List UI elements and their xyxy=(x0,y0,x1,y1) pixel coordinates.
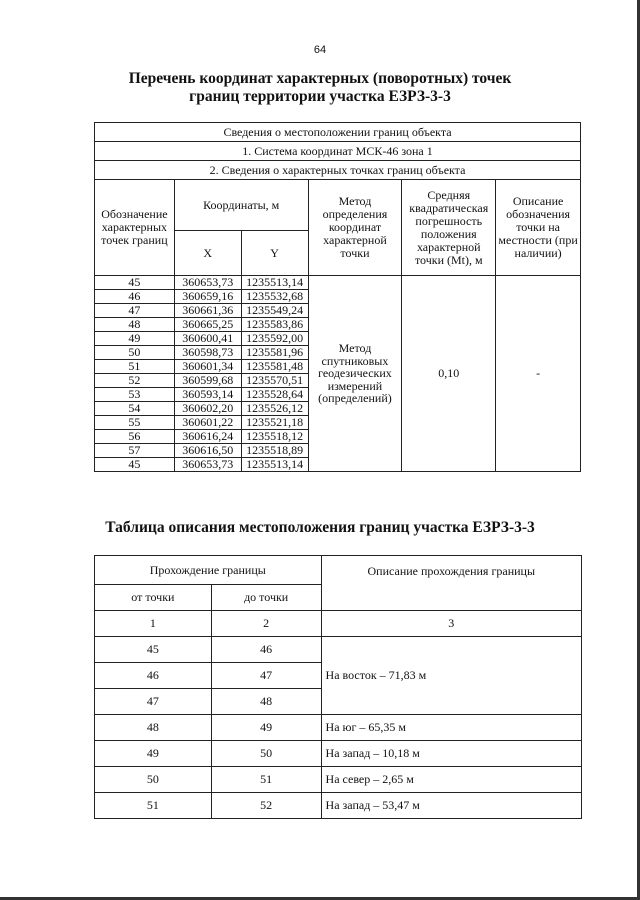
description-cell: - xyxy=(496,276,581,472)
to-point: 49 xyxy=(211,715,321,741)
col-header-passage: Прохождение границы xyxy=(95,556,322,585)
point-id: 55 xyxy=(95,416,175,430)
coord-y: 1235570,51 xyxy=(241,374,308,388)
coord-y: 1235549,24 xyxy=(241,304,308,318)
from-point: 46 xyxy=(95,663,212,689)
title-line-2: границ территории участка ЕЗРЗ-3-3 xyxy=(189,88,451,105)
page-number: 64 xyxy=(313,44,327,56)
col-number: 1 xyxy=(95,611,212,637)
col-header-passage-description: Описание прохождения границы xyxy=(321,556,581,611)
coord-y: 1235532,68 xyxy=(241,290,308,304)
coord-y: 1235513,14 xyxy=(241,276,308,290)
col-number: 2 xyxy=(211,611,321,637)
coord-x: 360601,22 xyxy=(174,416,241,430)
col-header-x: X xyxy=(174,231,241,276)
point-id: 51 xyxy=(95,360,175,374)
col-header-coords: Координаты, м xyxy=(174,180,308,231)
boundary-description-table xyxy=(94,555,582,819)
passage-description: На запад – 10,18 м xyxy=(321,741,581,767)
document-title xyxy=(0,70,640,106)
coord-x: 360601,34 xyxy=(174,360,241,374)
coord-y: 1235513,14 xyxy=(241,458,308,472)
from-point: 47 xyxy=(95,689,212,715)
point-id: 46 xyxy=(95,290,175,304)
coord-y: 1235518,89 xyxy=(241,444,308,458)
coord-x: 360600,41 xyxy=(174,332,241,346)
point-id: 54 xyxy=(95,402,175,416)
to-point: 48 xyxy=(211,689,321,715)
point-id: 49 xyxy=(95,332,175,346)
coord-x: 360593,14 xyxy=(174,388,241,402)
passage-description: На север – 2,65 м xyxy=(321,767,581,793)
coord-y: 1235583,86 xyxy=(241,318,308,332)
to-point: 52 xyxy=(211,793,321,819)
coord-x: 360616,24 xyxy=(174,430,241,444)
col-header-error: Средняя квадратическая погрешность положения характерной точки (Mt), м xyxy=(402,180,496,276)
passage-description: На восток – 71,83 м xyxy=(321,637,581,715)
coord-y: 1235581,48 xyxy=(241,360,308,374)
method-cell: Метод спутниковых геодезических измерений (определений) xyxy=(308,276,402,472)
coord-x: 360659,16 xyxy=(174,290,241,304)
coord-x: 360599,68 xyxy=(174,374,241,388)
col-header-description: Описание обозначения точки на местности (при наличии) xyxy=(496,180,581,276)
coordinates-table xyxy=(94,122,581,472)
coord-x: 360661,36 xyxy=(174,304,241,318)
col-header-y: Y xyxy=(241,231,308,276)
coord-x: 360665,25 xyxy=(174,318,241,332)
coord-x: 360653,73 xyxy=(174,276,241,290)
coord-y: 1235526,12 xyxy=(241,402,308,416)
point-id: 52 xyxy=(95,374,175,388)
from-point: 50 xyxy=(95,767,212,793)
to-point: 51 xyxy=(211,767,321,793)
coord-x: 360616,50 xyxy=(174,444,241,458)
col-header-to: до точки xyxy=(211,585,321,611)
col-header-method: Метод определения координат характерной точки xyxy=(308,180,402,276)
header-points-info: 2. Сведения о характерных точках границ объекта xyxy=(95,161,581,180)
point-id: 56 xyxy=(95,430,175,444)
boundary-table-title: Таблица описания местоположения границ участка ЕЗРЗ-3-3 xyxy=(105,519,535,536)
point-id: 53 xyxy=(95,388,175,402)
point-id: 48 xyxy=(95,318,175,332)
col-number: 3 xyxy=(321,611,581,637)
coord-x: 360602,20 xyxy=(174,402,241,416)
header-location-info: Сведения о местоположении границ объекта xyxy=(95,123,581,142)
header-coord-system: 1. Система координат МСК-46 зона 1 xyxy=(95,142,581,161)
to-point: 50 xyxy=(211,741,321,767)
point-id: 57 xyxy=(95,444,175,458)
coord-y: 1235518,12 xyxy=(241,430,308,444)
coord-x: 360653,73 xyxy=(174,458,241,472)
coord-y: 1235592,00 xyxy=(241,332,308,346)
to-point: 47 xyxy=(211,663,321,689)
coord-x: 360598,73 xyxy=(174,346,241,360)
to-point: 46 xyxy=(211,637,321,663)
error-cell: 0,10 xyxy=(402,276,496,472)
coord-y: 1235528,64 xyxy=(241,388,308,402)
from-point: 49 xyxy=(95,741,212,767)
col-header-point: Обозначение характерных точек границ xyxy=(95,180,175,276)
from-point: 48 xyxy=(95,715,212,741)
point-id: 45 xyxy=(95,458,175,472)
passage-description: На юг – 65,35 м xyxy=(321,715,581,741)
from-point: 51 xyxy=(95,793,212,819)
from-point: 45 xyxy=(95,637,212,663)
coord-y: 1235581,96 xyxy=(241,346,308,360)
title-line-1: Перечень координат характерных (поворотных) точек xyxy=(128,70,512,87)
point-id: 50 xyxy=(95,346,175,360)
point-id: 47 xyxy=(95,304,175,318)
coord-y: 1235521,18 xyxy=(241,416,308,430)
col-header-from: от точки xyxy=(95,585,212,611)
passage-description: На запад – 53,47 м xyxy=(321,793,581,819)
point-id: 45 xyxy=(95,276,175,290)
